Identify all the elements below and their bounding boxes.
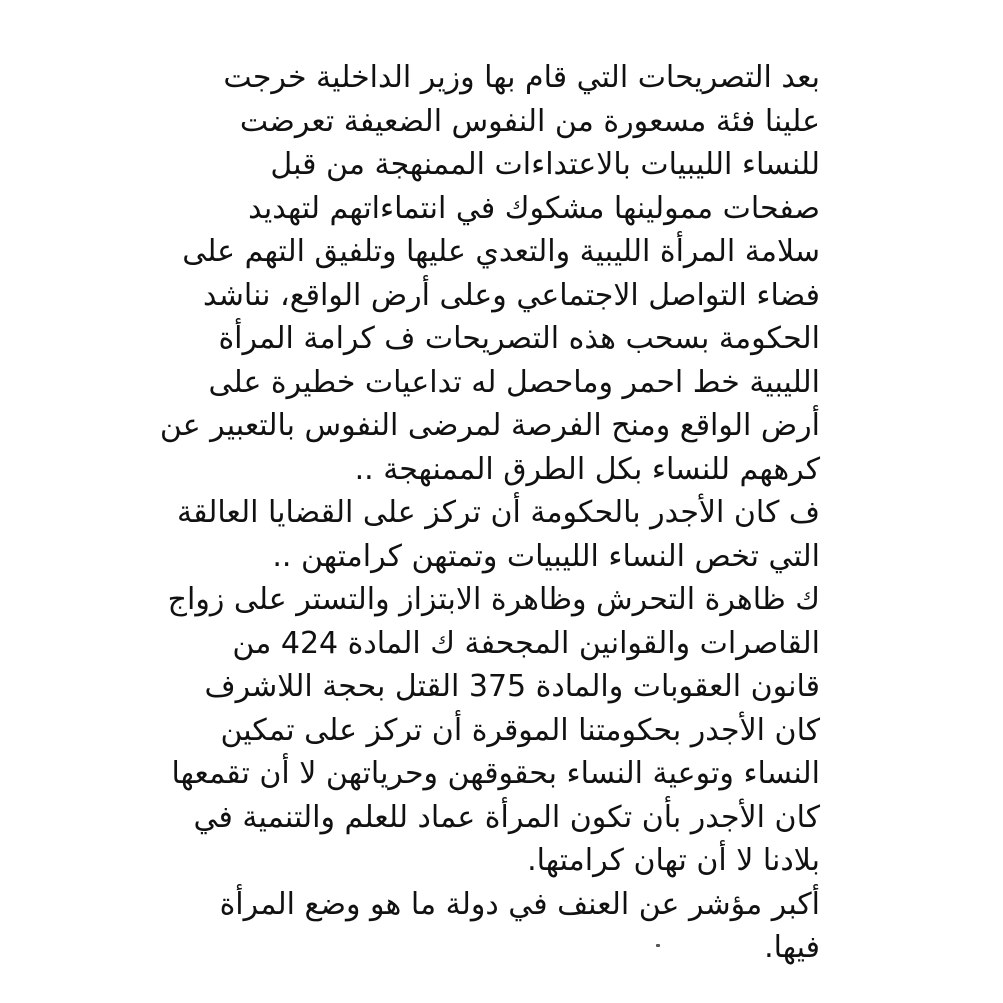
text-line-10: كرههم للنساء بكل الطرق الممنهجة .. [354, 451, 820, 487]
text-line-3: للنساء الليبيات بالاعتداءات الممنهجة من قبل [270, 147, 820, 182]
text-line-9: أرض الواقع ومنح الفرصة لمرضى النفوس بالتعبير عن [159, 408, 820, 443]
text-line-20: أكبر مؤشر عن العنف في دولة ما هو وضع المرأة [219, 886, 820, 922]
text-line-1: بعد التصريحات التي قام بها وزير الداخلية خرجت [223, 60, 820, 95]
text-line-7: الحكومة بسحب هذه التصريحات ف كرامة المرأة [218, 321, 820, 356]
text-line-12: التي تخص النساء الليبيات وتمتهن كرامتهن .. [272, 538, 820, 574]
text-line-11: ف كان الأجدر بالحكومة أن تركز على القضايا العالقة [176, 495, 820, 530]
text-line-13: ك ظاهرة التحرش وظاهرة الابتزاز والتستر على زواج [167, 582, 820, 617]
text-line-19: بلادنا لا أن تهان كرامتها. [527, 843, 820, 878]
text-line-15: قانون العقوبات والمادة 375 القتل بحجة اللاشرف [204, 669, 820, 704]
text-line-2: علينا فئة مسعورة من النفوس الضعيفة تعرضت [239, 103, 820, 139]
statement-text [159, 56, 820, 970]
text-line-6: فضاء التواصل الاجتماعي وعلى أرض الواقع، نناشد [203, 277, 820, 313]
text-line-18: كان الأجدر بأن تكون المرأة عماد للعلم والتنمية في [193, 799, 820, 835]
text-line-8: الليبية خط احمر وماحصل له تداعيات خطيرة على [208, 364, 820, 400]
text-line-4: صفحات ممولينها مشكوك في انتماءاتهم لتهديد [248, 190, 820, 226]
text-line-21: فيها. [764, 930, 820, 965]
text-line-5: سلامة المرأة الليبية والتعدي عليها وتلفيق التهم على [182, 234, 820, 269]
text-line-14: القاصرات والقوانين المجحفة ك المادة 424 من [232, 625, 820, 661]
text-line-16: كان الأجدر بحكومتنا الموقرة أن تركز على تمكين [220, 712, 820, 748]
stray-dot-mark [656, 944, 660, 947]
text-line-17: النساء وتوعية النساء بحقوقهن وحرياتهن لا أن تقمعها [171, 756, 820, 791]
